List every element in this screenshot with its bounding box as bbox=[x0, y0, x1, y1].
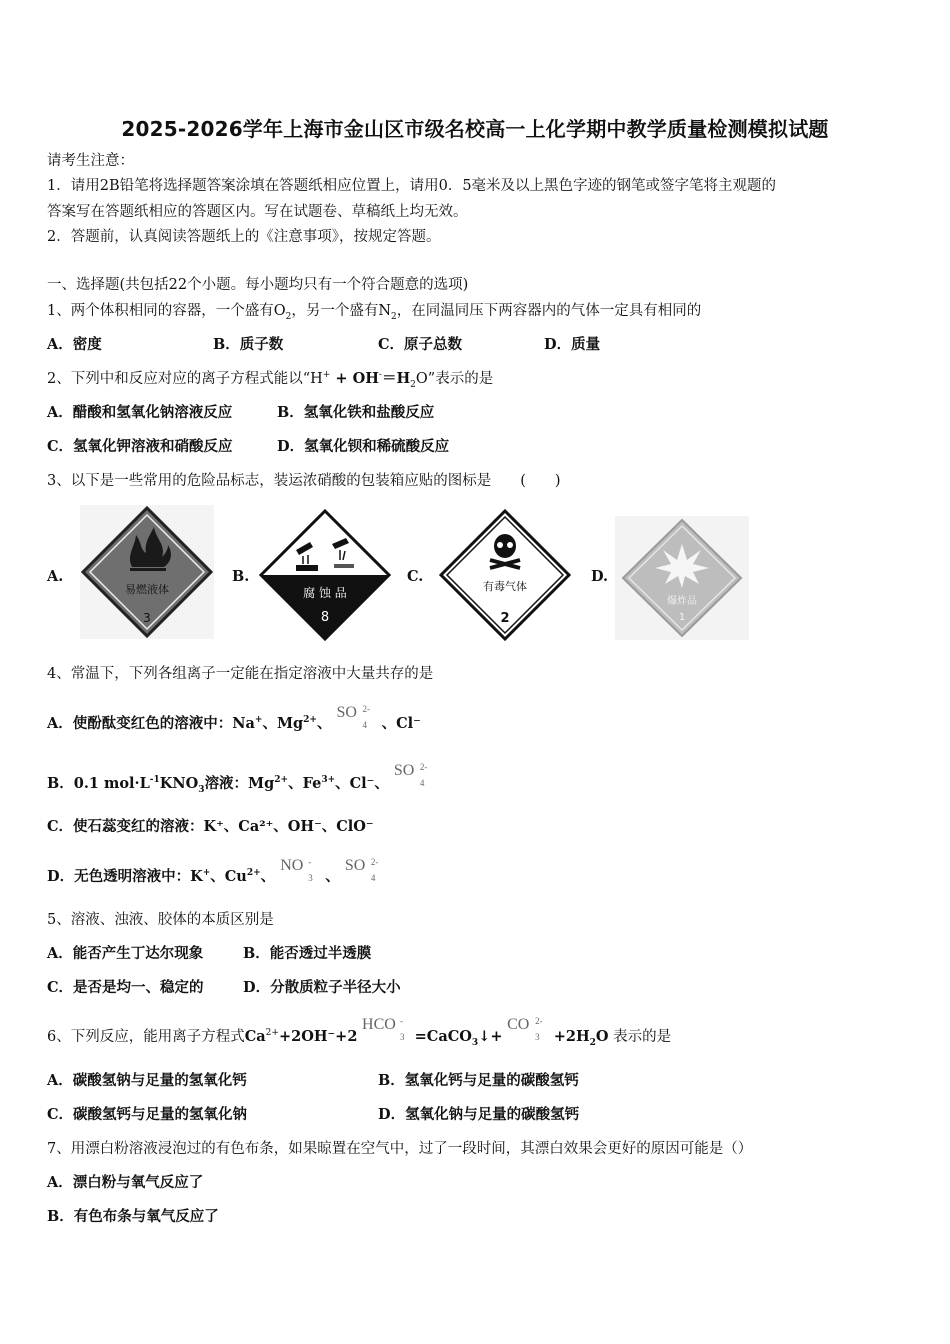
q4-a-part: 、 bbox=[316, 715, 332, 732]
q6-stem-part: =CaCO bbox=[414, 1028, 472, 1045]
q2-stem-part: + OH bbox=[330, 370, 379, 387]
subscript: 2 bbox=[391, 311, 397, 322]
charge: - bbox=[400, 1016, 404, 1026]
q4-d-part: 、 bbox=[260, 868, 276, 885]
subscript: 2 bbox=[589, 1037, 596, 1048]
formula: SO bbox=[336, 704, 357, 721]
q6-option-c[interactable]: C．碳酸氢钙与足量的氢氧化钠 bbox=[47, 1106, 248, 1123]
toxic-gas-sign[interactable] bbox=[438, 508, 572, 642]
sulfate-ion bbox=[337, 703, 377, 729]
q1-option-c[interactable]: C．原子总数 bbox=[378, 336, 463, 353]
q4-b-part: KNO bbox=[159, 775, 199, 792]
q3-option-d-label[interactable]: D. bbox=[591, 568, 609, 585]
superscript: 2+ bbox=[274, 775, 289, 786]
page-title: 2025-2026学年上海市金山区市级名校高一上化学期中教学质量检测模拟试题 bbox=[121, 117, 829, 141]
formula: SO bbox=[344, 857, 366, 874]
q6-stem-part: ↓+ bbox=[478, 1028, 503, 1045]
sign-text: 腐 蚀 品 bbox=[303, 586, 347, 600]
q4-b-part: 、Cl⁻、 bbox=[335, 775, 389, 792]
q6-option-a[interactable]: A．碳酸氢钠与足量的氢氧化钙 bbox=[47, 1072, 247, 1089]
q3-option-b-label[interactable]: B. bbox=[232, 568, 250, 585]
charge: 2- bbox=[535, 1016, 543, 1026]
q2-option-a[interactable]: A．醋酸和氢氧化钠溶液反应 bbox=[47, 404, 233, 421]
subscript: 3 bbox=[535, 1032, 540, 1042]
subscript: 2 bbox=[410, 379, 416, 390]
q6-stem-part: 表示的是 bbox=[613, 1029, 672, 1045]
nitrate-ion bbox=[280, 856, 320, 882]
q2-stem bbox=[47, 369, 493, 389]
q6-option-b[interactable]: B．氢氧化钙与足量的碳酸氢钙 bbox=[378, 1072, 579, 1089]
q7-stem: 7、用漂白粉溶液浸泡过的有色布条，如果晾置在空气中，过了一段时间，其漂白效果会更好的原因可能是（） bbox=[47, 1141, 753, 1157]
sign-number: 8 bbox=[320, 610, 330, 625]
superscript: + bbox=[322, 370, 331, 381]
sign-text: 易燃液体 bbox=[125, 583, 169, 596]
q3-option-c-label[interactable]: C. bbox=[407, 568, 424, 585]
q5-option-a[interactable]: A．能否产生丁达尔现象 bbox=[47, 945, 204, 962]
sign-number: 3 bbox=[143, 611, 151, 625]
q2-stem-part: 2、下列中和反应对应的离子方程式能以“H bbox=[47, 371, 323, 387]
q7-option-b[interactable]: B．有色布条与氧气反应了 bbox=[47, 1208, 219, 1225]
sign-text: 有毒气体 bbox=[483, 580, 527, 593]
q2-stem-part: O”表示的是 bbox=[415, 371, 494, 387]
subscript: 3 bbox=[400, 1032, 405, 1042]
charge: 2- bbox=[362, 704, 371, 714]
superscript: 2+ bbox=[303, 715, 317, 726]
q4-b-part: B．0.1 mol·L bbox=[47, 775, 150, 792]
superscript: 2+ bbox=[246, 868, 261, 879]
q5-option-c[interactable]: C．是否是均一、稳定的 bbox=[47, 979, 204, 996]
q6-stem-part: Ca bbox=[244, 1028, 266, 1045]
sign-number: 2 bbox=[500, 611, 510, 626]
q4-a-part: A．使酚酞变红色的溶液中：Na bbox=[47, 715, 255, 732]
sulfate-ion bbox=[394, 761, 434, 787]
q4-d-part: 、Cu bbox=[210, 868, 247, 885]
q1-option-a[interactable]: A．密度 bbox=[47, 336, 102, 353]
subscript: 2 bbox=[285, 311, 292, 322]
superscript: -1 bbox=[149, 775, 160, 786]
formula: SO bbox=[393, 762, 415, 779]
bicarbonate-ion bbox=[362, 1015, 410, 1041]
q6-stem-part: O bbox=[595, 1028, 609, 1045]
subscript: 3 bbox=[308, 873, 313, 883]
q5-option-d[interactable]: D．分散质粒子半径大小 bbox=[243, 979, 401, 996]
q3-option-a-label[interactable]: A. bbox=[47, 568, 64, 585]
q4-option-b[interactable] bbox=[47, 762, 434, 797]
carbonate-ion bbox=[507, 1015, 549, 1041]
superscript: + bbox=[202, 868, 211, 879]
sign-number: 1 bbox=[678, 612, 686, 623]
q4-d-part: D．无色透明溶液中：K bbox=[47, 868, 203, 885]
notice-heading: 请考生注意： bbox=[47, 153, 134, 169]
q4-b-part: 溶液：Mg bbox=[204, 775, 275, 792]
q4-d-part: 、 bbox=[325, 868, 340, 885]
q4-stem: 4、常温下，下列各组离子一定能在指定溶液中大量共存的是 bbox=[47, 666, 434, 682]
q2-option-d[interactable]: D．氢氧化钡和稀硫酸反应 bbox=[277, 438, 450, 455]
explosive-sign[interactable] bbox=[615, 516, 749, 640]
q1-stem-part: ，在同温同压下两容器内的气体一定具有相同的 bbox=[396, 303, 702, 319]
formula: CO bbox=[507, 1016, 530, 1033]
notice-item1-line2: 答案写在答题纸相应的答题区内。写在试题卷、草稿纸上均无效。 bbox=[47, 204, 468, 220]
q4-a-part: 、Mg bbox=[262, 715, 304, 732]
subscript: 4 bbox=[370, 873, 376, 883]
q6-stem-part: 6、下列反应，能用离子方程式 bbox=[47, 1029, 245, 1045]
q5-stem: 5、溶液、浊液、胶体的本质区别是 bbox=[47, 912, 274, 928]
notice-item1-line1: 1．请用2B铅笔将选择题答案涂填在答题纸相应位置上，请用0．5毫米及以上黑色字迹的钢笔或签字笔将主观题的 bbox=[47, 178, 777, 194]
q7-option-a[interactable]: A．漂白粉与氧气反应了 bbox=[47, 1174, 204, 1191]
q2-option-b[interactable]: B．氢氧化铁和盐酸反应 bbox=[277, 404, 435, 421]
formula: NO bbox=[280, 857, 304, 874]
q1-stem bbox=[47, 301, 701, 321]
subscript: 4 bbox=[362, 720, 368, 730]
q6-stem-part: +2OH⁻+2 bbox=[278, 1028, 358, 1045]
q4-option-d[interactable] bbox=[47, 857, 385, 890]
q4-option-a[interactable] bbox=[47, 704, 421, 737]
q6-stem-part: +2H bbox=[553, 1028, 590, 1045]
superscript: 2+ bbox=[265, 1028, 279, 1039]
q6-stem bbox=[47, 1016, 672, 1050]
q1-stem-part: 1、两个体积相同的容器，一个盛有O bbox=[47, 303, 286, 319]
charge: - bbox=[308, 857, 312, 867]
q4-option-c[interactable]: C．使石蕊变红的溶液：K⁺、Ca²⁺、OH⁻、ClO⁻ bbox=[47, 818, 374, 835]
sulfate-ion bbox=[345, 856, 385, 882]
q2-stem-part: ＝H bbox=[381, 370, 411, 387]
charge: 2- bbox=[370, 857, 379, 867]
flammable-liquid-sign[interactable] bbox=[80, 505, 214, 639]
q4-b-part: 、Fe bbox=[288, 775, 322, 792]
q4-a-part: 、Cl⁻ bbox=[381, 715, 421, 732]
charge: 2- bbox=[419, 762, 428, 772]
superscript: + bbox=[254, 715, 263, 726]
subscript: 3 bbox=[198, 784, 205, 795]
corrosive-sign[interactable] bbox=[258, 508, 392, 642]
formula: HCO bbox=[362, 1016, 396, 1033]
superscript: - bbox=[378, 370, 382, 381]
section-heading: 一、选择题(共包括22个小题。每小题均只有一个符合题意的选项) bbox=[47, 277, 469, 293]
sign-text: 爆炸品 bbox=[667, 596, 697, 607]
q2-option-c[interactable]: C．氢氧化钾溶液和硝酸反应 bbox=[47, 438, 233, 455]
subscript: 3 bbox=[471, 1037, 479, 1048]
q1-stem-part: ，另一个盛有N bbox=[291, 303, 392, 319]
notice-item2: 2．答题前，认真阅读答题纸上的《注意事项》，按规定答题。 bbox=[47, 229, 441, 245]
q6-option-d[interactable]: D．氢氧化钠与足量的碳酸氢钙 bbox=[378, 1106, 580, 1123]
q3-stem: 3、以下是一些常用的危险品标志，装运浓硝酸的包装箱应贴的图标是 ( ) bbox=[47, 473, 561, 489]
q1-option-b[interactable]: B．质子数 bbox=[213, 336, 284, 353]
q5-option-b[interactable]: B．能否透过半透膜 bbox=[243, 945, 372, 962]
superscript: 3+ bbox=[321, 775, 336, 786]
subscript: 4 bbox=[419, 778, 425, 788]
q1-option-d[interactable]: D．质量 bbox=[544, 336, 601, 353]
